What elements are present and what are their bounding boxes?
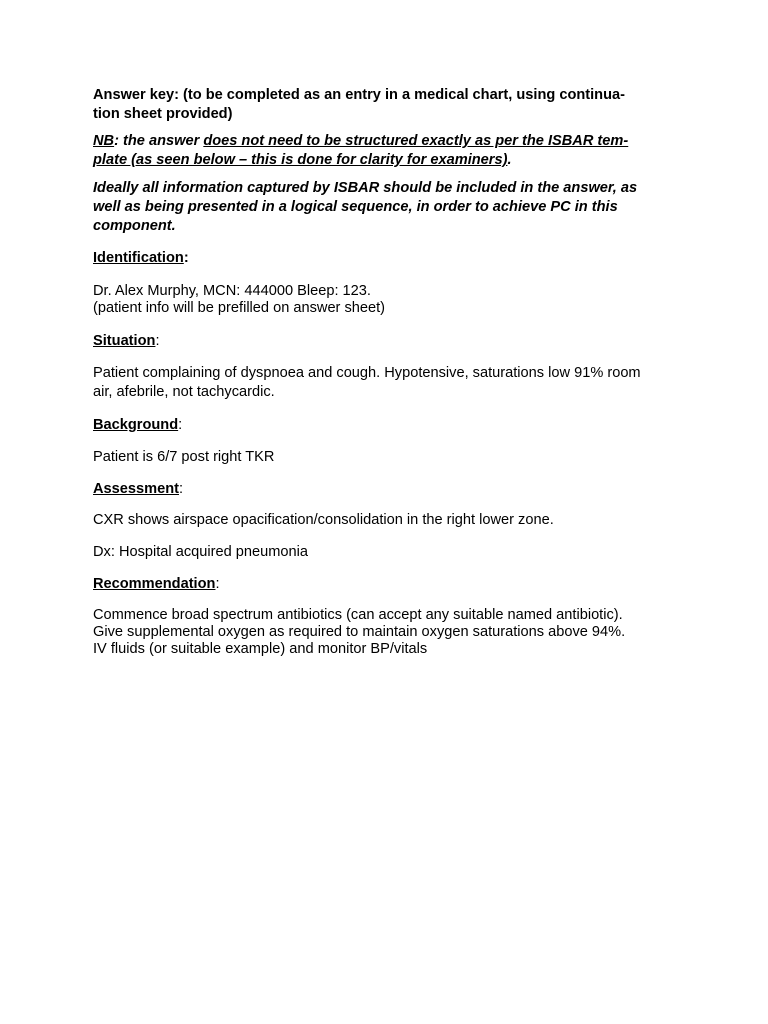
identification-heading: Identification bbox=[93, 250, 184, 266]
answer-key-paragraph bbox=[93, 86, 683, 124]
background-heading-row bbox=[93, 416, 683, 435]
heading-colon: : bbox=[183, 250, 189, 266]
assessment-heading: Assessment bbox=[93, 481, 179, 497]
assessment-heading-row bbox=[93, 480, 683, 499]
recommendation-line: Commence broad spectrum antibiotics (can accept any suitable named antibiotic). bbox=[93, 607, 623, 623]
nb-underlined-text: does not need to be structured exactly as per the ISBAR tem- bbox=[203, 133, 629, 149]
background-line: Patient is 6/7 post right TKR bbox=[93, 449, 275, 465]
identification-heading-row bbox=[93, 249, 683, 268]
situation-heading: Situation bbox=[93, 333, 156, 349]
nb-text: : the answer bbox=[114, 133, 204, 149]
identification-line: (patient info will be prefilled on answer sheet) bbox=[93, 300, 386, 316]
answer-key-line: tion sheet provided) bbox=[93, 106, 233, 122]
heading-colon: : bbox=[179, 481, 184, 497]
situation-line: Patient complaining of dyspnoea and cough. Hypotensive, saturations low 91% room bbox=[93, 365, 641, 381]
heading-colon: : bbox=[155, 333, 160, 349]
nb-line bbox=[93, 132, 683, 151]
nb-label: NB bbox=[93, 133, 115, 149]
recommendation-heading-row bbox=[93, 575, 683, 594]
heading-colon: : bbox=[178, 417, 183, 433]
situation-line: air, afebrile, not tachycardic. bbox=[93, 384, 275, 400]
assessment-finding: CXR shows airspace opacification/consolidation in the right lower zone. bbox=[93, 512, 554, 528]
ideal-line: well as being presented in a logical sequence, in order to achieve PC in this bbox=[93, 199, 618, 215]
situation-heading-row bbox=[93, 332, 683, 351]
situation-body bbox=[93, 364, 683, 402]
nb-paragraph bbox=[93, 132, 683, 170]
ideal-line: Ideally all information captured by ISBAR should be included in the answer, as bbox=[93, 180, 638, 196]
answer-key-line: Answer key: (to be completed as an entry in a medical chart, using continua- bbox=[93, 87, 625, 103]
ideal-line: component. bbox=[93, 218, 176, 234]
document-page bbox=[93, 86, 683, 658]
recommendation-line: IV fluids (or suitable example) and monitor BP/vitals bbox=[93, 641, 428, 657]
recommendation-body bbox=[93, 607, 683, 658]
recommendation-heading: Recommendation bbox=[93, 576, 216, 592]
background-heading: Background bbox=[93, 417, 179, 433]
background-body bbox=[93, 448, 683, 467]
ideal-paragraph bbox=[93, 179, 683, 236]
nb-line bbox=[93, 151, 683, 170]
heading-colon: : bbox=[215, 576, 220, 592]
identification-body bbox=[93, 283, 683, 317]
assessment-diagnosis: Dx: Hospital acquired pneumonia bbox=[93, 544, 308, 560]
nb-end: . bbox=[507, 152, 512, 168]
recommendation-line: Give supplemental oxygen as required to maintain oxygen saturations above 94%. bbox=[93, 624, 626, 640]
identification-line: Dr. Alex Murphy, MCN: 444000 Bleep: 123. bbox=[93, 283, 371, 299]
nb-underlined-text: plate (as seen below – this is done for clarity for examiners) bbox=[93, 152, 508, 168]
